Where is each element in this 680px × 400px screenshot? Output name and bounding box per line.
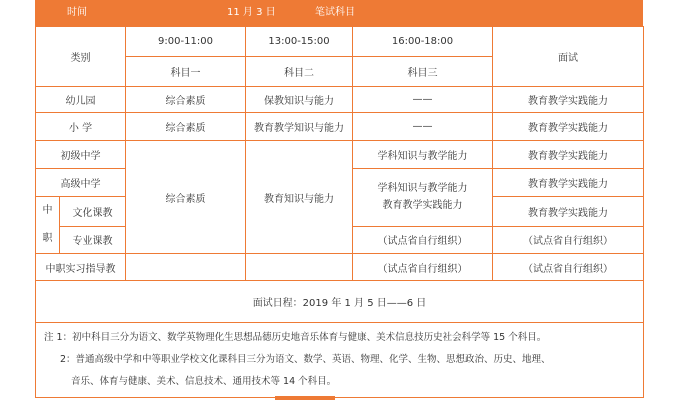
junior-s3: 学科知识与教学能力 — [353, 141, 493, 169]
category-senior: 高级中学 — [36, 169, 126, 197]
vocational-zhi: 职 — [42, 233, 53, 244]
primary-interview: 教育教学实践能力 — [493, 113, 644, 141]
internship-s1 — [126, 254, 246, 281]
category-internship: 中职实习指导教 — [36, 254, 126, 281]
category-junior: 初级中学 — [36, 141, 126, 169]
category-kindergarten: 幼儿园 — [36, 87, 126, 113]
session-3-time: 16:00-18:00 — [353, 27, 493, 57]
vocational-zhong: 中 — [42, 205, 53, 216]
note-2-continued: 音乐、体育与健康、美术、信息技术、通用技术等 14 个科目。 — [71, 376, 337, 387]
culture-s3 — [353, 169, 493, 227]
culture-interview: 教育教学实践能力 — [493, 197, 644, 227]
interview-date: 面试日程：2019 年 1 月 5 日——6 日 — [36, 281, 644, 323]
note-2: 2：普通高级中学和中等职业学校文化课科目三分为语文、数学、英语、物理、化学、生物、思想政治、历史、地理、 — [60, 354, 551, 365]
category-header: 类别 — [36, 27, 126, 87]
bottom-accent-bar — [275, 396, 335, 400]
culture-s3-line2: 教育教学实践能力 — [382, 200, 463, 212]
junior-interview: 教育教学实践能力 — [493, 141, 644, 169]
vocational-zhong-zhi — [36, 197, 60, 254]
vocational-culture: 文化课教 — [60, 197, 126, 227]
session-1-time: 9:00-11:00 — [126, 27, 246, 57]
interview-header: 面试 — [493, 27, 644, 87]
header-written-label: 笔试科目 — [315, 7, 355, 18]
kindergarten-s1: 综合素质 — [126, 87, 246, 113]
merged-s2: 教育知识与能力 — [246, 141, 353, 254]
internship-s2 — [246, 254, 353, 281]
kindergarten-s3: —— — [353, 87, 493, 113]
notes-cell — [36, 323, 644, 398]
session-2-time: 13:00-15:00 — [246, 27, 353, 57]
professional-interview: （试点省自行组织） — [493, 226, 644, 253]
category-primary: 小 学 — [36, 113, 126, 141]
kindergarten-interview: 教育教学实践能力 — [493, 87, 644, 113]
primary-s3: —— — [353, 113, 493, 141]
merged-s1: 综合素质 — [126, 141, 246, 254]
session-3-subject: 科目三 — [353, 57, 493, 87]
kindergarten-s2: 保教知识与能力 — [246, 87, 353, 113]
internship-interview: （试点省自行组织） — [493, 254, 644, 281]
session-2-subject: 科目二 — [246, 57, 353, 87]
primary-s2: 教育教学知识与能力 — [246, 113, 353, 141]
note-1: 注 1：初中科目三分为语文、数学英物理化生思想品德历史地音乐体育与健康、美术信息技历史社会科学等 15 个科目。 — [44, 332, 547, 343]
culture-s3-line1: 学科知识与教学能力 — [377, 183, 468, 195]
primary-s1: 综合素质 — [126, 113, 246, 141]
session-1-subject: 科目一 — [126, 57, 246, 87]
header-time-label: 时间 — [67, 7, 87, 18]
schedule-table — [35, 26, 644, 398]
header-bar — [35, 0, 643, 26]
header-date: 11 月 3 日 — [227, 7, 276, 18]
exam-schedule — [35, 0, 643, 400]
senior-interview: 教育教学实践能力 — [493, 169, 644, 197]
vocational-professional: 专业课教 — [60, 226, 126, 253]
internship-s3: （试点省自行组织） — [353, 254, 493, 281]
professional-s3: （试点省自行组织） — [353, 226, 493, 253]
